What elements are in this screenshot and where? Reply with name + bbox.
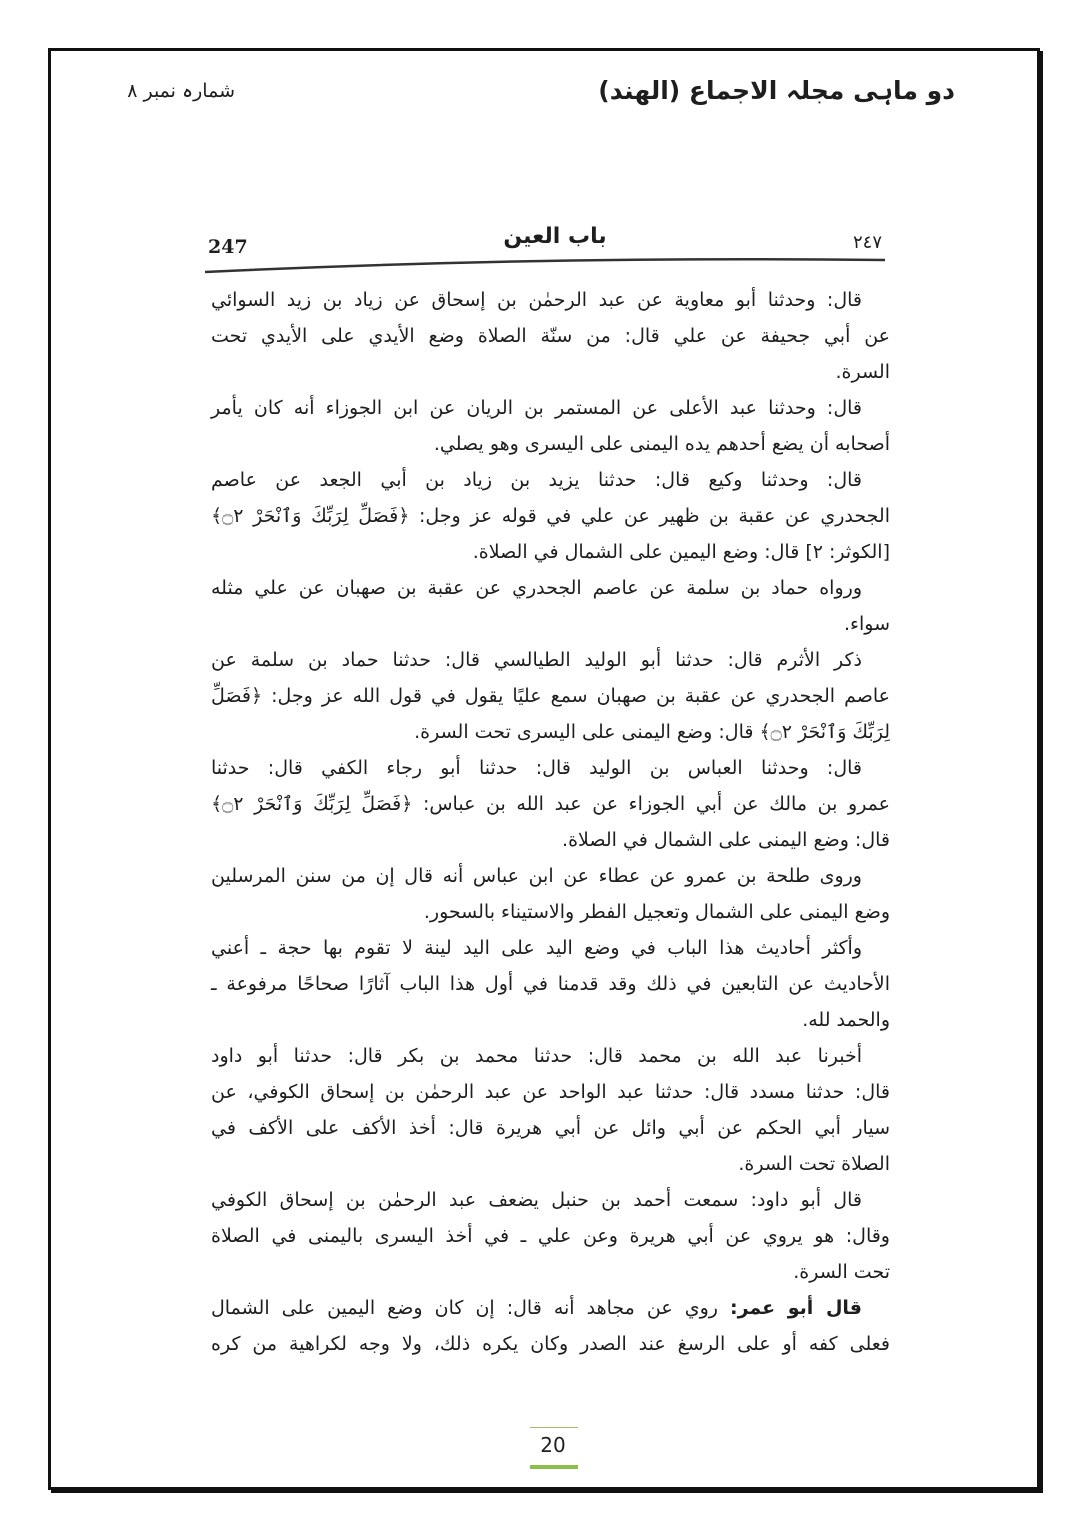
footer-accent-rule [530,1465,578,1469]
line-text: السرة. [835,361,890,383]
text-line [210,714,890,750]
line-content [211,750,862,786]
text-line [210,966,890,1002]
text-line [210,1218,890,1254]
paragraph [210,390,890,462]
line-content [414,714,890,750]
line-content [211,786,890,822]
line-content [844,606,890,642]
line-text: قال أبو داود: سمعت أحمد بن حنبل يضعف عبد الرحمٰن بن إسحاق الكوفي [211,1189,862,1211]
narrator-lead: قال أبو عمر: [730,1297,862,1319]
line-text: أصحابه أن يضع أحدهم يده اليمنى على اليسرى وهو يصلي. [433,433,890,455]
line-content [738,1146,890,1182]
line-text: ذكر الأثرم قال: حدثنا أبو الوليد الطيالسي قال: حدثنا حماد بن سلمة عن [211,649,862,671]
text-line [210,750,890,786]
line-content [211,930,862,966]
text-line [210,786,890,822]
line-text: الصلاة تحت السرة. [738,1153,890,1175]
line-text: تحت السرة. [793,1261,890,1283]
text-line [210,534,890,570]
text-line [210,822,890,858]
text-line [210,606,890,642]
paragraph [210,858,890,930]
line-text: الأحاديث عن التابعين في ذلك وقد قدمنا في أول هذا الباب آثارًا صحاحًا مرفوعة ـ [211,973,890,995]
book-page-number: 247 [208,236,248,258]
line-content [424,894,890,930]
line-content [211,678,890,714]
line-text: سواء. [844,613,890,635]
line-text: لِرَبِّكَ وَٱنْحَرْ ۝٢﴾ قال: وضع اليمنى على اليسرى تحت السرة. [414,721,890,743]
paragraph [210,1182,890,1290]
line-text: الجحدري عن عقبة بن ظهير عن علي في قوله عز وجل: ﴿فَصَلِّ لِرَبِّكَ وَٱنْحَرْ ۝٢﴾ [211,505,890,527]
paragraph [210,570,890,642]
line-text: فعلى كفه أو على الرسغ عند الصدر وكان يكره ذلك، ولا وجه لكراهية من كره [211,1333,890,1355]
text-line [210,1254,890,1290]
text-line [210,678,890,714]
text-line [210,318,890,354]
text-line [210,570,890,606]
line-content [211,390,862,426]
line-content [211,1074,890,1110]
line-text: سيار أبي الحكم عن أبي وائل عن أبي هريرة قال: أخذ الأكف على الأكف في [211,1117,890,1139]
line-text: ورواه حماد بن سلمة عن عاصم الجحدري عن عقبة بن صهبان عن علي مثله [211,577,862,599]
line-text: وضع اليمنى على الشمال وتعجيل الفطر والاستيناء بالسحور. [423,901,890,923]
paragraph [210,282,890,390]
text-line [210,1326,890,1362]
paragraph [210,930,890,1038]
line-content [211,1110,890,1146]
line-text: وروى طلحة بن عمرو عن عطاء عن ابن عباس أنه قال إن من سنن المرسلين [211,865,862,887]
line-content [211,1326,890,1362]
header-rule [200,250,900,280]
text-line [210,642,890,678]
line-text: قال: حدثنا مسدد قال: حدثنا عبد الواحد عن عبد الرحمٰن بن إسحاق الكوفي، عن [211,1081,890,1103]
text-line [210,1290,890,1326]
text-line [210,354,890,390]
paragraph [210,462,890,570]
line-content [211,1290,862,1326]
line-text: قال: وحدثنا عبد الأعلى عن المستمر بن الريان عن ابن الجوزاء أنه كان يأمر [211,397,862,419]
journal-title: دو ماہی مجلہ الاجماع (الهند) [598,76,955,105]
line-text: روي عن مجاهد أنه قال: إن كان وضع اليمين على الشمال [211,1297,718,1319]
line-content [211,1038,862,1074]
line-content [836,354,891,390]
paragraph [210,1038,890,1182]
line-text: عن أبي جحيفة عن علي قال: من سنّة الصلاة وضع الأيدي على الأيدي تحت [211,325,890,347]
line-text: قال: وحدثنا أبو معاوية عن عبد الرحمٰن بن إسحاق عن زياد بن زيد السوائي [211,289,862,311]
line-content [211,1218,890,1254]
text-line [210,930,890,966]
line-content [211,642,862,678]
line-content [211,498,890,534]
line-content [211,1182,862,1218]
line-text: أخبرنا عبد الله بن محمد قال: حدثنا محمد بن بكر قال: حدثنا أبو داود [211,1045,862,1067]
line-content [211,570,862,606]
text-line [210,498,890,534]
line-content [211,318,890,354]
line-text: وقال: هو يروي عن أبي هريرة وعن علي ـ في أخذ اليسرى باليمنى في الصلاة [211,1225,890,1247]
paragraph [210,750,890,858]
line-content [211,966,890,1002]
line-content [211,282,862,318]
text-line [210,1038,890,1074]
issue-number: شمارہ نمبر ۸ [127,80,235,102]
text-line [210,1074,890,1110]
text-line [210,462,890,498]
line-text: عمرو بن مالك عن أبي الجوزاء عن عبد الله بن عباس: ﴿فَصَلِّ لِرَبِّكَ وَٱنْحَرْ ۝٢﴾ [211,793,890,815]
paragraph [210,642,890,750]
journal-page-number: 20 [540,1433,566,1457]
line-content [562,822,890,858]
line-content [802,1002,890,1038]
line-text: [الكوثر: ٢] قال: وضع اليمين على الشمال في الصلاة. [472,541,890,563]
text-line [210,1146,890,1182]
line-content [211,462,862,498]
line-content [211,858,862,894]
chapter-title: باب العين [503,224,607,249]
text-line [210,282,890,318]
line-text: عاصم الجحدري عن عقبة بن صهبان سمع عليًا يقول في قول الله عز وجل: ﴿فَصَلِّ [211,685,890,707]
text-line [210,1110,890,1146]
line-content [473,534,890,570]
line-text: قال: وحدثنا العباس بن الوليد قال: حدثنا أبو رجاء الكفي قال: حدثنا [211,757,862,779]
body-text [210,282,890,1362]
book-page-number-arabic: ٢٤٧ [852,232,882,253]
line-content [434,426,890,462]
paragraph [210,1290,890,1362]
text-line [210,858,890,894]
footer-top-rule [530,1427,578,1428]
text-line [210,894,890,930]
line-text: والحمد لله. [802,1009,890,1031]
line-text: وأكثر أحاديث هذا الباب في وضع اليد على اليد لينة لا تقوم بها حجة ـ أعني [211,937,862,959]
text-line [210,1002,890,1038]
line-content [793,1254,890,1290]
text-line [210,390,890,426]
line-text: قال: وضع اليمنى على الشمال في الصلاة. [562,829,890,851]
text-line [210,1182,890,1218]
line-text: قال: وحدثنا وكيع قال: حدثنا يزيد بن زياد بن أبي الجعد عن عاصم [211,469,862,491]
text-line [210,426,890,462]
